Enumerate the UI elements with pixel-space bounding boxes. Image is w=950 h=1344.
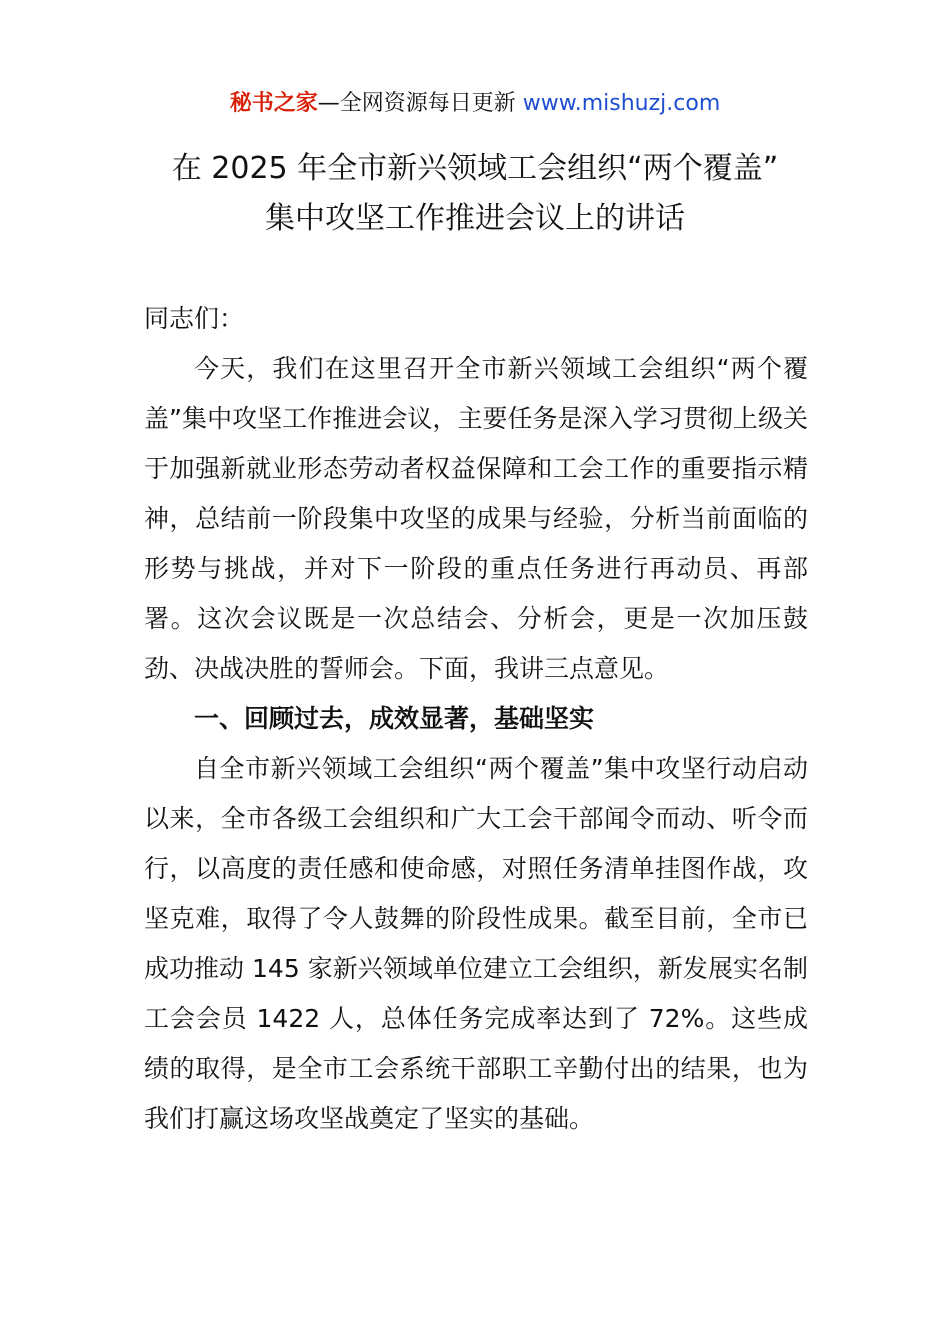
paragraph-intro: 今天，我们在这里召开全市新兴领域工会组织“两个覆盖”集中攻坚工作推进会议，主要任务是深入学习贯彻上级关于加强新就业形态劳动者权益保障和工会工作的重要指示精神，总结前一阶段集中攻坚的成果与经验，分析当前面临的形势与挑战，并对下一阶段的重点任务进行再动员、再部署。这次会议既是一次总结会、分析会，更是一次加压鼓劲、决战决胜的誓师会。下面，我讲三点意见。: [144, 354, 808, 683]
site-url[interactable]: www.mishuzj.com: [522, 91, 721, 116]
title-line-1: 在 2025 年全市新兴领域工会组织“两个覆盖”: [171, 151, 779, 186]
title-line-2: 集中攻坚工作推进会议上的讲话: [265, 201, 685, 236]
salutation: 同志们：: [144, 304, 245, 333]
document-body: [144, 294, 808, 1144]
document-title: [0, 144, 950, 244]
paragraph-review: 自全市新兴领域工会组织“两个覆盖”集中攻坚行动启动以来，全市各级工会组织和广大工会干部闻令而动、听令而行，以高度的责任感和使命感，对照任务清单挂图作战，攻坚克难，取得了令人鼓舞的阶段性成果。截至目前，全市已成功推动 145 家新兴领域单位建立工会组织，新发展实名制工会会员 1422 人，总体任务完成率达到了 72%。这些成绩的取得，是全市工会系统干部职工辛勤付出的结果，也为我们打赢这场攻坚战奠定了坚实的基础。: [144, 754, 808, 1133]
brand-name: 秘书之家: [229, 91, 318, 116]
site-header: [0, 88, 950, 120]
section-heading-1: 一、回顾过去，成效显著，基础坚实: [194, 704, 595, 733]
header-tagline: —全网资源每日更新: [317, 91, 523, 116]
